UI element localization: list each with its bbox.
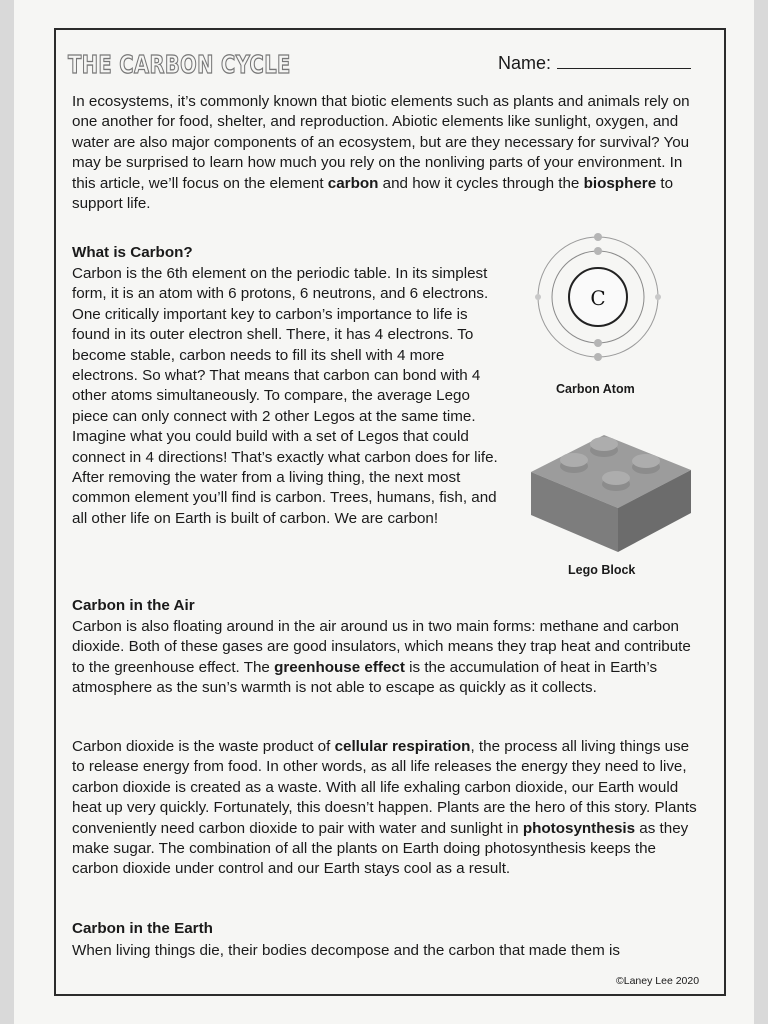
electron <box>535 294 541 300</box>
worksheet-page <box>14 0 754 1024</box>
carbon-in-earth-paragraph: When living things die, their bodies decompose and the carbon that made them is <box>72 942 620 959</box>
term-greenhouse-effect: greenhouse effect <box>274 658 405 676</box>
term-photosynthesis: photosynthesis <box>522 819 636 837</box>
section-heading-what-is-carbon: What is Carbon? <box>72 244 193 261</box>
term-carbon: carbon <box>327 174 379 192</box>
intro-paragraph: In ecosystems, it’s commonly known that biotic elements such as plants and animals rely on one another for food, shelter, and reproduction. Abiotic elements like sunlight, oxygen, and water are also major components of an ecosystem, but are they necessary for survival? You may be surprised to learn how much you rely on the nonliving parts of your environment. In this article, we’ll focus on the element carbon and how it cycles through the biosphere to support life. <box>72 93 690 213</box>
section-heading-carbon-in-air: Carbon in the Air <box>72 597 195 614</box>
electron <box>594 247 602 255</box>
name-label: Name: <box>498 53 552 73</box>
atom-caption: Carbon Atom <box>556 382 635 396</box>
lego-block-illustration <box>526 420 696 560</box>
electron <box>655 294 661 300</box>
what-is-carbon-paragraph: Carbon is the 6th element on the periodic table. In its simplest form, it is an atom with 6 protons, 6 neutrons, and 6 electrons. One critically important key to carbon’s importance to life is found in its outer electron shell. There, it has 4 electrons. To become stable, carbon needs to fill its shell with 4 more electrons. So what? That means that carbon can bond with 4 other atoms simultaneously. To compare, the average Lego piece can only connect with 2 other Legos at the same time. Imagine what you could build with a set of Legos that could connect in 4 directions! That’s exactly what carbon does for life. After removing the water from a living thing, the next most common element you’ll find is carbon. Trees, humans, fish, and all other life on Earth is built of carbon. We are carbon! <box>72 265 498 527</box>
term-biosphere: biosphere <box>583 174 657 192</box>
term-cellular-respiration: cellular respiration <box>334 738 471 755</box>
lego-caption: Lego Block <box>568 563 636 577</box>
copyright-notice: ©Laney Lee 2020 <box>616 975 700 987</box>
atom-symbol: C <box>590 286 606 310</box>
carbon-dioxide-paragraph: Carbon dioxide is the waste product of cellular respiration, the process all living things use to release energy from food. In other words, as all life releases the energy they need to live, carbon dioxide is created as a waste. With all life exhaling carbon dioxide, our Earth would heat up very quickly. Fortunately, this doesn’t happen. Plants are the hero of this story. Plants conveniently need carbon dioxide to pair with water and sunlight in photosynthesis as they make sugar. The combination of all the plants on Earth doing photosynthesis keeps the carbon dioxide under control and our Earth stays cool as a result. <box>72 738 697 878</box>
electron <box>594 233 602 241</box>
electron <box>594 339 602 347</box>
carbon-atom-diagram <box>530 228 666 368</box>
name-blank-line <box>557 52 691 69</box>
section-heading-carbon-in-earth: Carbon in the Earth <box>72 920 213 937</box>
electron <box>594 353 602 361</box>
name-field <box>498 52 691 74</box>
page-title: THE CARBON CYCLE <box>68 50 291 79</box>
carbon-in-air-paragraph: Carbon is also floating around in the air around us in two main forms: methane and carbon dioxide. Both of these gases are good insulators, which means they trap heat and contribute to the greenhouse effect. The greenhouse effect is the accumulation of heat in Earth’s atmosphere as the sun’s warmth is not able to escape as quickly as it collects. <box>72 618 691 697</box>
